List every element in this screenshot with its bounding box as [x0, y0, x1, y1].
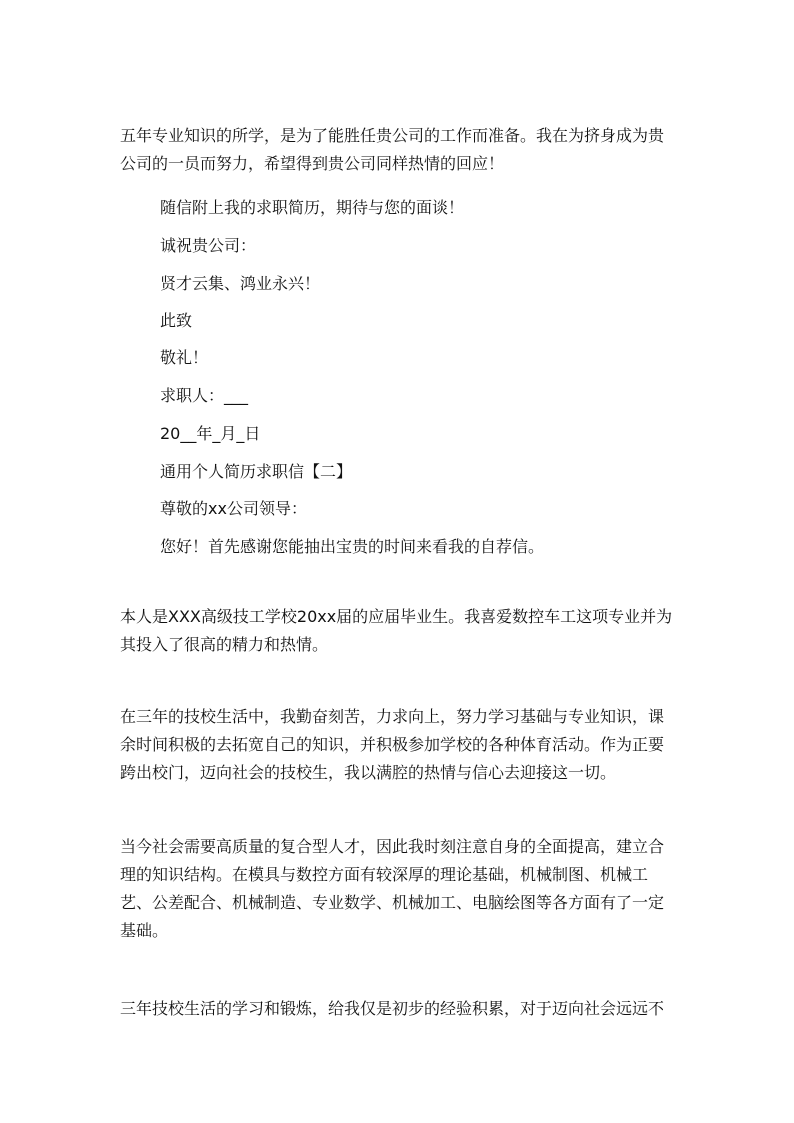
paragraph-date: 20__年_月_日 [160, 424, 261, 443]
section-heading: 通用个人简历求职信【二】 [160, 462, 353, 481]
paragraph-resume-attached: 随信附上我的求职简历，期待与您的面谈！ [160, 198, 465, 217]
paragraph-intro: 五年专业知识的所学，是为了能胜任贵公司的工作而准备。我在为挤身成为贵公司的一员而努力，希望得到贵公司同样热情的回应！ [120, 126, 665, 173]
paragraph-experience: 三年技校生活的学习和锻炼，给我仅是初步的经验积累，对于迈向社会远远不 [120, 999, 665, 1018]
paragraph-salute: 敬礼！ [160, 348, 209, 367]
paragraph-knowledge: 当今社会需要高质量的复合型人才，因此我时刻注意自身的全面提高，建立合理的知识结构。在模具与数控方面有较深厚的理论基础，机械制图、机械工艺、公差配合、机械制造、专业数学、机械加工、电脑绘图等各方面有了一定基础。 [120, 837, 665, 940]
paragraph-applicant: 求职人：___ [160, 386, 249, 405]
paragraph-school-life: 在三年的技校生活中，我勤奋刻苦，力求向上，努力学习基础与专业知识，课余时间积极的去拓宽自己的知识，并积极参加学校的各种体育活动。作为正要跨出校门，迈向社会的技校生，我以满腔的热情与信心去迎接这一切。 [120, 707, 665, 782]
paragraph-self-intro: 本人是XXX高级技工学校20xx届的应届毕业生。我喜爱数控车工这项专业并为其投入了很高的精力和热情。 [120, 607, 673, 654]
paragraph-greeting: 尊敬的xx公司领导： [160, 499, 307, 518]
paragraph-closing: 此致 [160, 311, 193, 330]
paragraph-wish-heading: 诚祝贵公司： [160, 236, 257, 255]
paragraph-opening: 您好！首先感谢您能抽出宝贵的时间来看我的自荐信。 [160, 537, 545, 556]
paragraph-wish: 贤才云集、鸿业永兴！ [160, 274, 321, 293]
